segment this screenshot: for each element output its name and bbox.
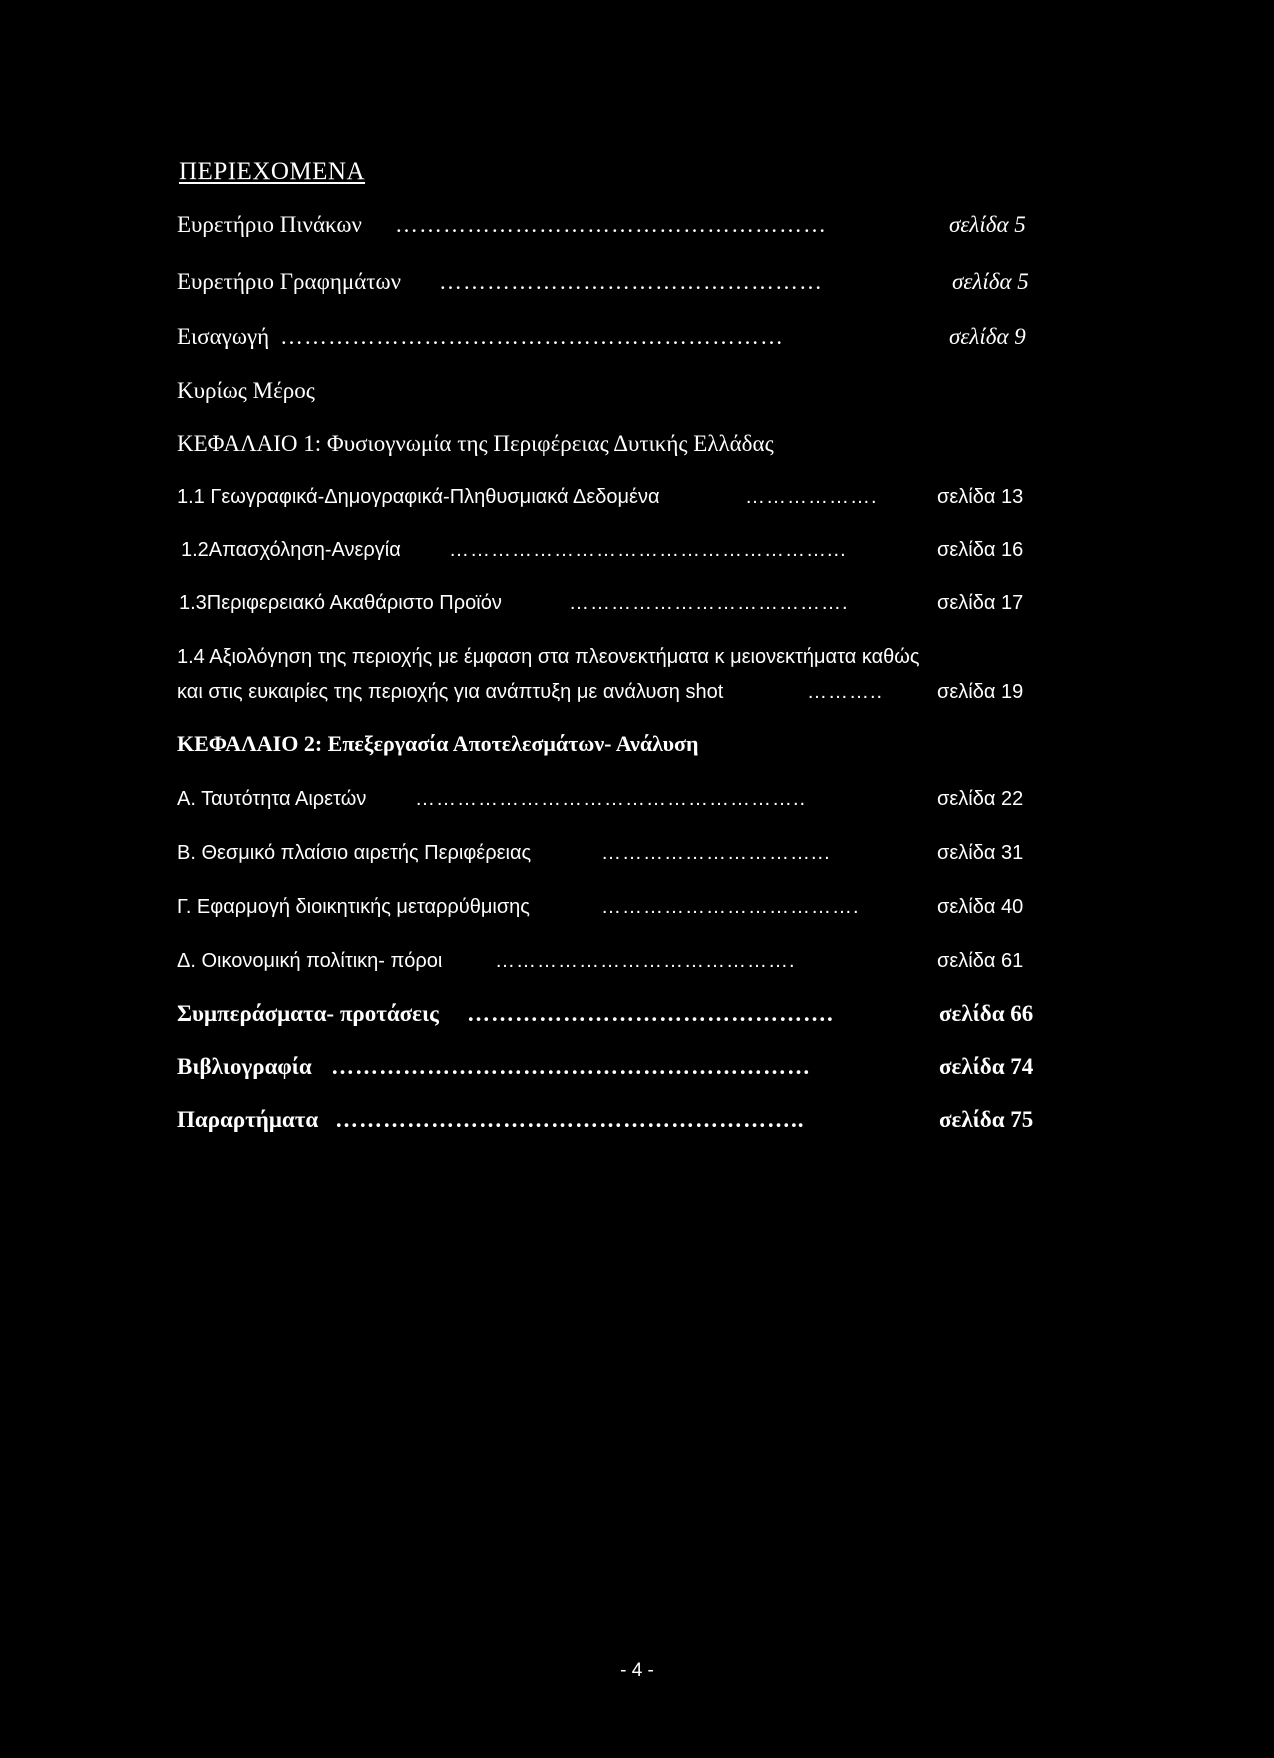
toc-entry-label: Γ. Εφαρμογή διοικητικής μεταρρύθμισης	[177, 896, 530, 918]
toc-entry-leader: …………………………………………………..	[335, 1107, 805, 1132]
toc-entry-label: Δ. Οικονομική πολίτικη- πόροι	[177, 950, 443, 972]
page-number: - 4 -	[620, 1660, 654, 1681]
toc-entry-page: σελίδα 13	[937, 486, 1024, 508]
toc-chapter-heading: ΚΕΦΑΛΑΙΟ 1: Φυσιογνωμία της Περιφέρειας Δυτικής Ελλάδας	[177, 431, 774, 456]
toc-entry-page: σελίδα 19	[937, 681, 1024, 703]
toc-entry-leader: ……………………………….	[601, 896, 860, 918]
toc-entry	[177, 997, 1045, 1031]
toc-entry-label: Εισαγωγή	[177, 324, 270, 349]
toc-entry	[177, 533, 1045, 567]
toc-entry-page: σελίδα 5	[952, 269, 1029, 294]
toc-entry-label: Α. Ταυτότητα Αιρετών	[177, 788, 367, 810]
toc-entry-page: σελίδα 22	[937, 788, 1024, 810]
toc-entry-leader: …………………………………………	[439, 269, 823, 294]
toc-entry-label: 1.1 Γεωγραφικά-Δημογραφικά-Πληθυσμιακά Δεδομένα	[177, 486, 660, 508]
toc-entry-label: Παραρτήματα	[177, 1107, 319, 1132]
toc-entry-leader: ………………………………………………..	[415, 788, 807, 810]
toc-entry	[177, 265, 1045, 299]
toc-entry-page: σελίδα 61	[937, 950, 1024, 972]
toc-entry-leader: ………………………………………………...	[449, 539, 847, 561]
toc-entry	[177, 675, 1045, 709]
toc-entry-label: Συμπεράσματα- προτάσεις	[177, 1001, 439, 1026]
toc-entry-page: σελίδα 5	[949, 212, 1026, 237]
toc-section-heading: Κυρίως Μέρος	[177, 378, 315, 403]
toc-entry-page: σελίδα 9	[949, 324, 1026, 349]
toc-entry-leader: ………………………………………………	[395, 212, 827, 237]
toc-entry	[177, 890, 1045, 924]
toc-entry-label: 1.2Απασχόληση-Ανεργία	[181, 539, 401, 561]
toc-entry-label: Βιβλιογραφία	[177, 1054, 312, 1079]
toc-entry-leader: ………………………………….	[569, 592, 849, 614]
toc-entry-leader: ………..	[807, 681, 884, 703]
toc-entry	[177, 480, 1045, 514]
toc-entry-page: σελίδα 17	[937, 592, 1024, 614]
toc-entry	[177, 836, 1045, 870]
toc-entry	[177, 208, 1045, 242]
toc-entry-leader: ………………………………………………………	[280, 324, 784, 349]
toc-entry	[177, 944, 1045, 978]
toc-entry	[177, 586, 1045, 620]
toc-entry-page: σελίδα 40	[937, 896, 1024, 918]
toc-entry-page: σελίδα 75	[939, 1107, 1034, 1132]
toc-title: ΠΕΡΙΕΧΟΜΕΝΑ	[179, 158, 366, 185]
toc-entry-page: σελίδα 31	[937, 842, 1024, 864]
toc-entry-label: 1.3Περιφερειακό Ακαθάριστο Προϊόν	[179, 592, 502, 614]
toc-entry-label: και στις ευκαιρίες της περιοχής για ανάπτυξη με ανάλυση shot	[177, 681, 724, 703]
toc-entry-label: Ευρετήριο Πινάκων	[177, 212, 362, 237]
toc-entry-page: σελίδα 66	[939, 1001, 1034, 1026]
toc-entry-label: Β. Θεσμικό πλαίσιο αιρετής Περιφέρειας	[177, 842, 532, 864]
toc-entry-leader: ……………………………………………………	[331, 1054, 811, 1079]
toc-entry-leader: ……………….	[745, 486, 878, 508]
toc-entry-page: σελίδα 16	[937, 539, 1024, 561]
toc-entry-leader: …………………………...	[601, 842, 831, 864]
toc-entry-leader: ……………………………………….	[467, 1001, 834, 1026]
toc-entry-page: σελίδα 74	[939, 1054, 1034, 1079]
toc-entry-label: Ευρετήριο Γραφημάτων	[177, 269, 402, 294]
toc-entry	[177, 782, 1045, 816]
toc-entry-leader: …………………………………….	[495, 950, 796, 972]
toc-entry	[177, 1050, 1045, 1084]
toc-chapter-heading: ΚΕΦΑΛΑΙΟ 2: Επεξεργασία Αποτελεσμάτων- Ανάλυση	[177, 731, 699, 756]
toc-entry	[177, 1103, 1045, 1137]
toc-entry-label-line: 1.4 Αξιολόγηση της περιοχής με έμφαση στα πλεονεκτήματα κ μειονεκτήματα καθώς	[177, 646, 920, 668]
toc-entry	[177, 320, 1045, 354]
